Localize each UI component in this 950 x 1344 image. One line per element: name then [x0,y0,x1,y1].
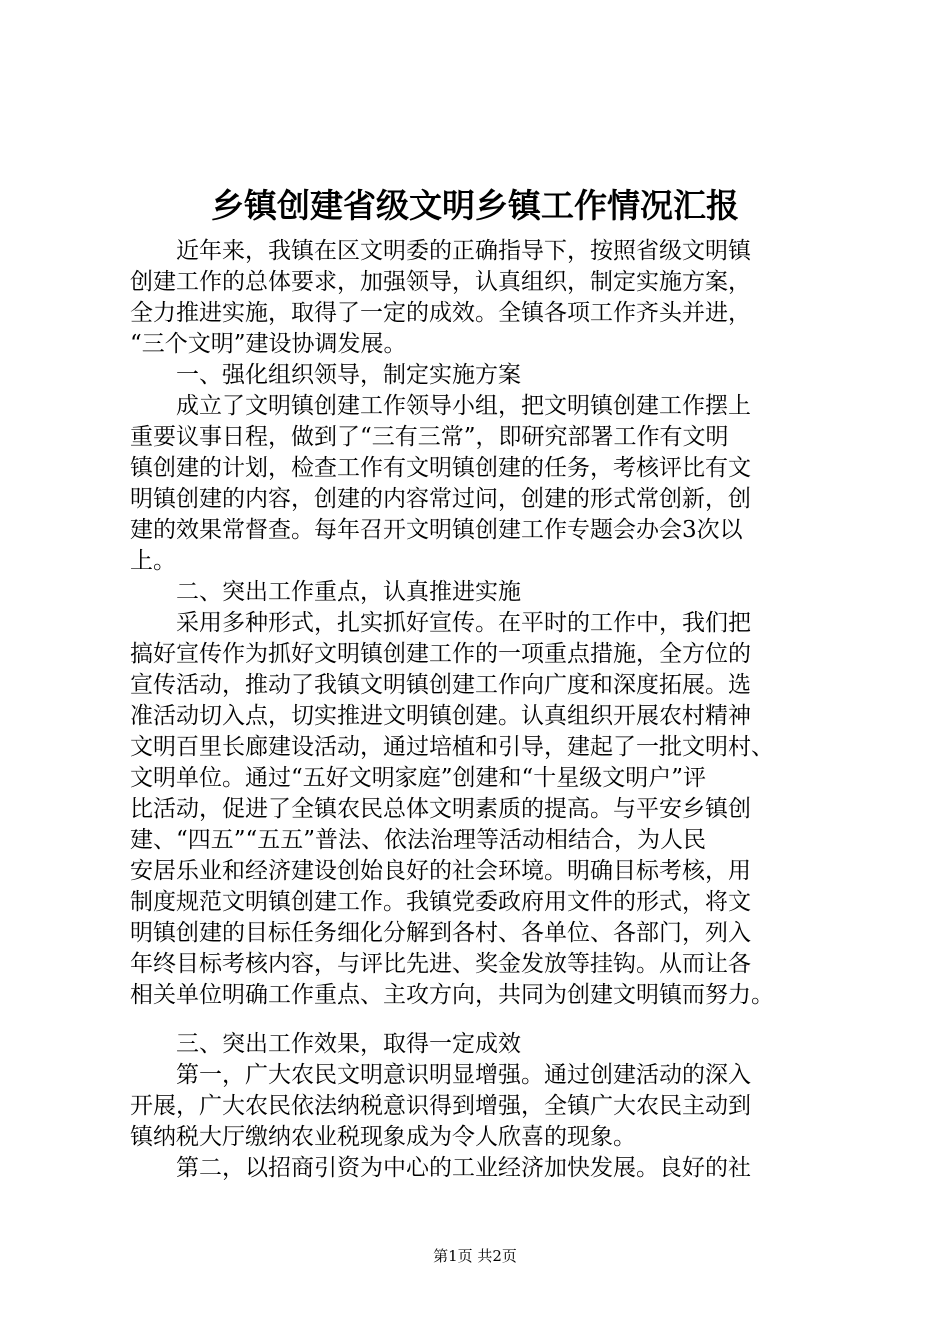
body-line: 创建工作的总体要求，加强领导，认真组织，制定实施方案， [130,269,751,295]
body-line: 全力推进实施，取得了一定的成效。全镇各项工作齐头并进， [130,300,751,326]
body-line: 相关单位明确工作重点、主攻方向，共同为创建文明镇而努力。 [130,982,774,1008]
section-heading: 二、突出工作重点，认真推进实施 [130,579,521,605]
section-heading: 一、强化组织领导，制定实施方案 [130,362,521,388]
body-line: 第二，以招商引资为中心的工业经济加快发展。良好的社 [130,1155,751,1181]
body-line: 明镇创建的目标任务细化分解到各村、各单位、各部门，列入 [130,920,751,946]
body-line: 明镇创建的内容，创建的内容常过问，创建的形式常创新，创 [130,486,751,512]
body-line: 准活动切入点，切实推进文明镇创建。认真组织开展农村精神 [130,703,751,729]
body-line: 镇创建的计划，检查工作有文明镇创建的任务，考核评比有文 [130,455,751,481]
body-line: 搞好宣传作为抓好文明镇创建工作的一项重点措施，全方位的 [130,641,751,667]
body-line: 年终目标考核内容，与评比先进、奖金发放等挂钩。从而让各 [130,951,751,977]
body-line: 上。 [130,548,176,574]
body-line: 镇纳税大厅缴纳农业税现象成为令人欣喜的现象。 [130,1124,636,1150]
body-line: 制度规范文明镇创建工作。我镇党委政府用文件的形式，将文 [130,889,751,915]
body-line: 开展，广大农民依法纳税意识得到增强，全镇广大农民主动到 [130,1093,751,1119]
body-line: 建的效果常督查。每年召开文明镇创建工作专题会办会3次以 [130,517,743,543]
body-line: 成立了文明镇创建工作领导小组，把文明镇创建工作摆上 [130,393,751,419]
body-line: 比活动，促进了全镇农民总体文明素质的提高。与平安乡镇创 [130,796,751,822]
body-line: 近年来，我镇在区文明委的正确指导下，按照省级文明镇 [130,238,751,264]
document-title: 乡镇创建省级文明乡镇工作情况汇报 [211,186,739,225]
body-line: 安居乐业和经济建设创始良好的社会环境。明确目标考核，用 [130,858,751,884]
body-line: 重要议事日程，做到了“三有三常”，即研究部署工作有文明 [130,424,729,450]
body-line: 文明百里长廊建设活动，通过培植和引导，建起了一批文明村、 [130,734,774,760]
body-line: 采用多种形式，扎实抓好宣传。在平时的工作中，我们把 [130,610,751,636]
page-footer: 第1页 共2页 [433,1247,517,1265]
body-line: 文明单位。通过“五好文明家庭”创建和“十星级文明户”评 [130,765,707,791]
body-line: 第一，广大农民文明意识明显增强。通过创建活动的深入 [130,1062,751,1088]
body-line: 宣传活动，推动了我镇文明镇创建工作向广度和深度拓展。选 [130,672,751,698]
body-line: “三个文明”建设协调发展。 [130,331,407,357]
section-heading: 三、突出工作效果，取得一定成效 [130,1031,521,1057]
body-line: 建、“四五”“五五”普法、依法治理等活动相结合，为人民 [130,827,707,853]
